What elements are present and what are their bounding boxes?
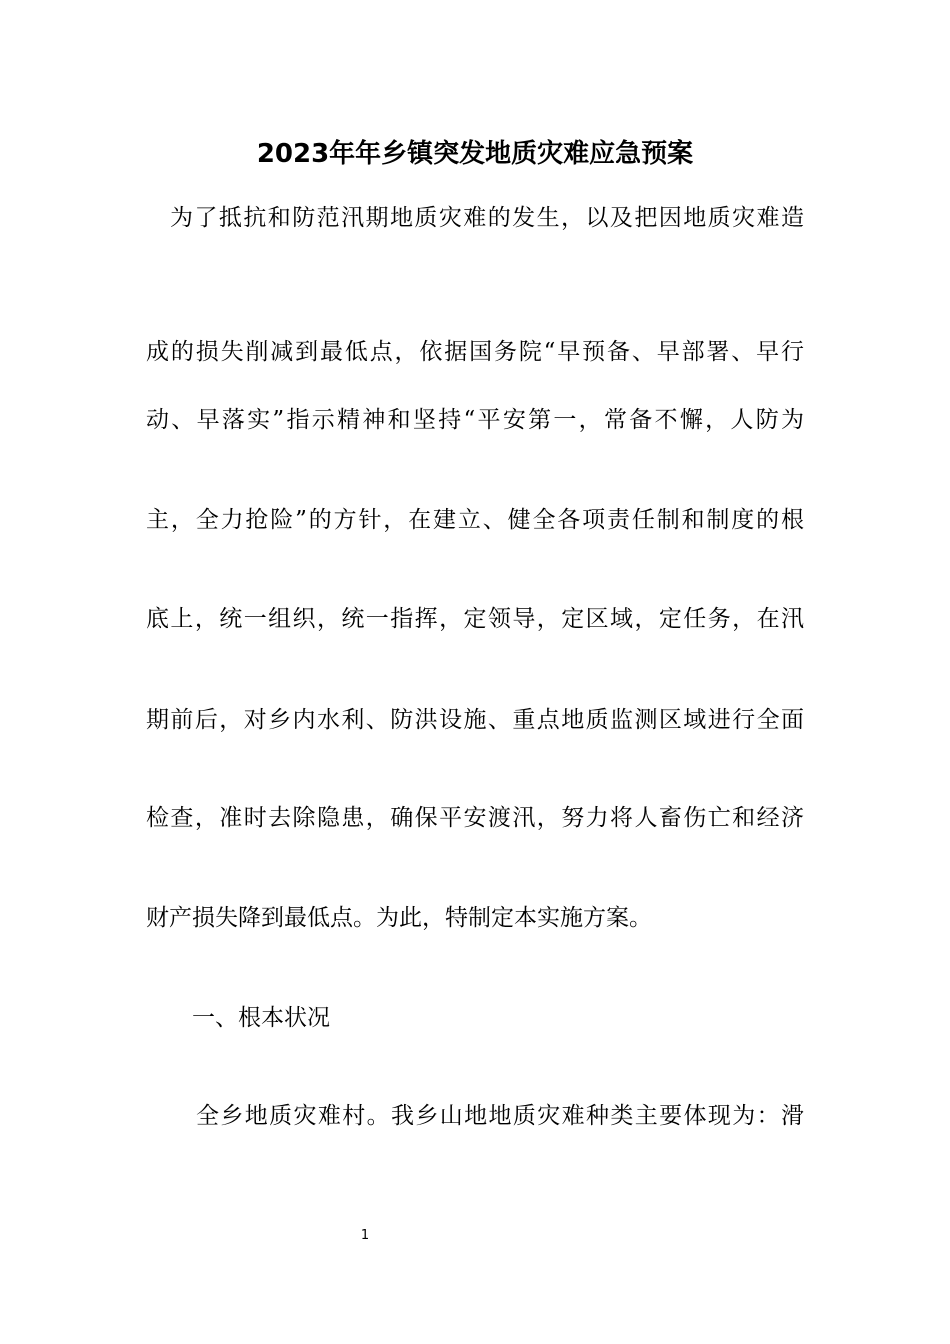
paragraph-line-6: 期前后，对乡内水利、防洪设施、重点地质监测区域进行全面 [146,707,804,733]
page-number: 1 [360,1228,370,1243]
paragraph-line-7: 检查，准时去除隐患，确保平安渡汛，努力将人畜伤亡和经济 [146,805,804,831]
section-heading: 一、根本状况 [192,1005,330,1031]
document-title: 2023年年乡镇突发地质灾难应急预案 [256,139,694,169]
section-paragraph-line: 全乡地质灾难村。我乡山地地质灾难种类主要体现为：滑 [196,1103,804,1129]
paragraph-line-8: 财产损失降到最低点。为此，特制定本实施方案。 [146,905,652,931]
paragraph-line-3: 动、早落实”指示精神和坚持“平安第一，常备不懈，人防为 [146,407,804,433]
paragraph-line-5: 底上，统一组织，统一指挥，定领导，定区域，定任务，在汛 [146,606,804,632]
paragraph-line-2: 成的损失削减到最低点，依据国务院“早预备、早部署、早行 [146,339,804,365]
paragraph-line-4: 主，全力抢险”的方针，在建立、健全各项责任制和制度的根 [146,507,804,533]
paragraph-line-1: 为了抵抗和防范汛期地质灾难的发生，以及把因地质灾难造 [170,205,804,231]
